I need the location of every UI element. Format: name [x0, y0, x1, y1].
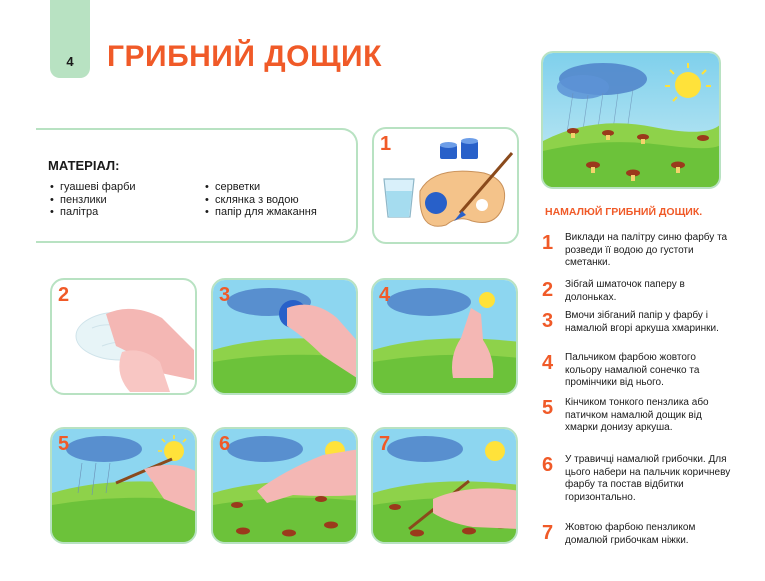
materials-heading: МАТЕРІАЛ:	[48, 158, 120, 173]
material-item: • палітра	[50, 206, 136, 219]
palette-icon	[420, 171, 505, 226]
step-panel-3	[211, 278, 358, 395]
cloud-shape	[387, 436, 463, 462]
step-panel-1	[372, 127, 519, 244]
instruction-step-number: 3	[542, 310, 554, 332]
instruction-step-text: Жовтою фарбою пензликом домалюй грибочкам ніжки.	[565, 522, 696, 546]
instruction-step-number: 4	[542, 352, 554, 374]
page-number: 4	[66, 54, 74, 69]
step-panel-4	[371, 278, 518, 395]
step-panel-number: 6	[219, 433, 231, 455]
instruction-step-number: 1	[542, 232, 554, 254]
material-item: • гуашеві фарби	[50, 181, 136, 194]
step-panel-6	[211, 427, 358, 544]
page-tab	[50, 0, 90, 78]
cloud-shape	[66, 436, 142, 462]
instruction-step-number: 5	[542, 397, 554, 419]
sun-shape	[479, 292, 495, 308]
materials-list-2	[205, 181, 317, 219]
instruction-step-number: 2	[542, 279, 554, 301]
instruction-step-text: Зібгай шматочок паперу в долоньках.	[565, 279, 685, 303]
instruction-step-text: Виклади на палітру синю фарбу та розведи її водою до густоти сметанки.	[565, 232, 728, 268]
step-panel-number: 5	[58, 433, 70, 455]
step-panel-number: 1	[380, 133, 392, 155]
materials-list-1	[50, 181, 136, 219]
step-panel-2	[50, 278, 197, 395]
step-panel-number: 7	[379, 433, 391, 455]
instruction-step-number: 6	[542, 454, 554, 476]
page-title: ГРИБНИЙ ДОЩИК	[107, 40, 382, 73]
instruction-step-text: Пальчиком фарбою жовтого кольору намалюй сонечко та промінчики від нього.	[565, 352, 700, 388]
instructions-heading: НАМАЛЮЙ ГРИБНИЙ ДОЩИК.	[545, 206, 703, 218]
material-item: • папір для жмакання	[205, 206, 317, 219]
step-panel-number: 2	[58, 284, 70, 306]
step-panel-number: 4	[379, 284, 391, 306]
cloud-shape	[227, 436, 303, 462]
paint-jar-icon	[440, 138, 478, 159]
instruction-step-text: У травичці намалюй грибочки. Для цього набери на пальчик коричневу фарбу та постав відбитки горизонтально.	[565, 454, 731, 503]
material-item: • серветки	[205, 181, 317, 194]
material-item: • склянка з водою	[205, 194, 317, 207]
instruction-step-number: 7	[542, 522, 554, 544]
cloud-shape	[387, 288, 471, 316]
step-panel-number: 3	[219, 284, 231, 306]
finished-picture	[541, 51, 721, 189]
sun-shape	[485, 441, 505, 461]
water-glass-icon	[384, 179, 414, 217]
step-panel-7	[371, 427, 518, 544]
step-panel-5	[50, 427, 197, 544]
instruction-step-text: Вмочи зібганий папір у фарбу і намалюй вгорі аркуша хмаринки.	[565, 310, 719, 334]
material-item: • пензлики	[50, 194, 136, 207]
instruction-step-text: Кінчиком тонкого пензлика або патичком намалюй дощик від хмарки донизу аркуша.	[565, 397, 709, 433]
